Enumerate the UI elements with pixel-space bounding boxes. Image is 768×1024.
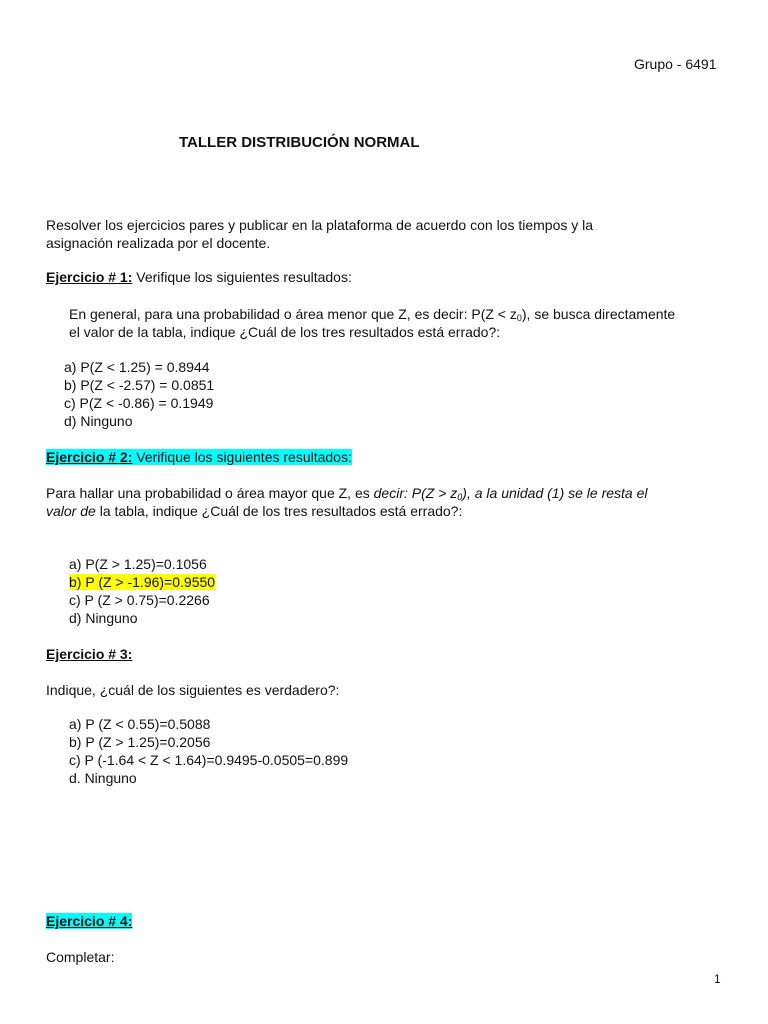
page-number: 1 [714, 972, 721, 986]
group-label: Grupo - 6491 [634, 56, 717, 72]
ex2-subscript: 0 [457, 492, 463, 502]
intro-line-2: asignación realizada por el docente. [46, 235, 271, 251]
ex2-description [46, 484, 721, 520]
ex1-subscript: 0 [516, 313, 522, 323]
ex2-subtitle: Verifique los siguientes resultados: [136, 449, 352, 465]
ex1-text-b: ), se busca directamente [521, 306, 676, 322]
ex2-option-b [69, 574, 215, 591]
intro-paragraph [46, 216, 721, 252]
ex1-option-d: d) Ninguno [64, 413, 133, 429]
ex2-heading-line [46, 449, 352, 466]
ex3-option-a: a) P (Z < 0.55)=0.5088 [69, 716, 211, 732]
ex1-option-c: c) P(Z < -0.86) = 0.1949 [64, 395, 214, 411]
ex1-text-a: En general, para una probabilidad o área menor que Z, es decir: P(Z < z [69, 306, 517, 322]
ex1-heading-line [46, 269, 352, 286]
ex3-heading [46, 646, 132, 663]
ex1-subtitle: Verifique los siguientes resultados: [136, 269, 352, 285]
ex4-prompt: Completar: [46, 949, 115, 965]
ex2-text-a: Para hallar una probabilidad o área mayor que Z, es [46, 485, 374, 501]
ex2-text-e: la tabla, indique ¿Cuál de los tres resultados está errado?: [95, 503, 463, 519]
ex2-text-d: valor de [46, 503, 96, 519]
ex1-heading: Ejercicio # 1: [46, 269, 133, 285]
ex2-text-c: ), a la unidad (1) se le resta el [462, 485, 648, 501]
ex3-heading-text: Ejercicio # 3: [46, 646, 133, 662]
ex1-description [69, 305, 721, 341]
ex2-option-b-text: b) P (Z > -1.96)=0.9550 [69, 574, 216, 590]
ex3-option-c: c) P (-1.64 < Z < 1.64)=0.9495-0.0505=0.899 [69, 752, 349, 768]
ex2-text-b: decir: P(Z > z [373, 485, 458, 501]
ex2-option-d: d) Ninguno [69, 610, 138, 626]
ex2-option-a: a) P(Z > 1.25)=0.1056 [69, 556, 207, 572]
ex2-heading: Ejercicio # 2: [46, 449, 133, 465]
ex1-text-line2: el valor de la tabla, indique ¿Cuál de los tres resultados está errado?: [69, 324, 501, 340]
ex3-option-b: b) P (Z > 1.25)=0.2056 [69, 734, 211, 750]
ex3-prompt: Indique, ¿cuál de los siguientes es verdadero?: [46, 682, 340, 698]
ex1-option-b: b) P(Z < -2.57) = 0.0851 [64, 377, 215, 393]
ex4-heading [46, 913, 132, 930]
ex3-option-d: d. Ninguno [69, 770, 137, 786]
intro-line-1: Resolver los ejercicios pares y publicar en la plataforma de acuerdo con los tiempos y la [46, 217, 594, 233]
ex1-option-a: a) P(Z < 1.25) = 0.8944 [64, 359, 210, 375]
page-title: TALLER DISTRIBUCIÓN NORMAL [179, 134, 420, 151]
ex4-heading-text: Ejercicio # 4: [46, 913, 133, 929]
ex2-option-c: c) P (Z > 0.75)=0.2266 [69, 592, 210, 608]
